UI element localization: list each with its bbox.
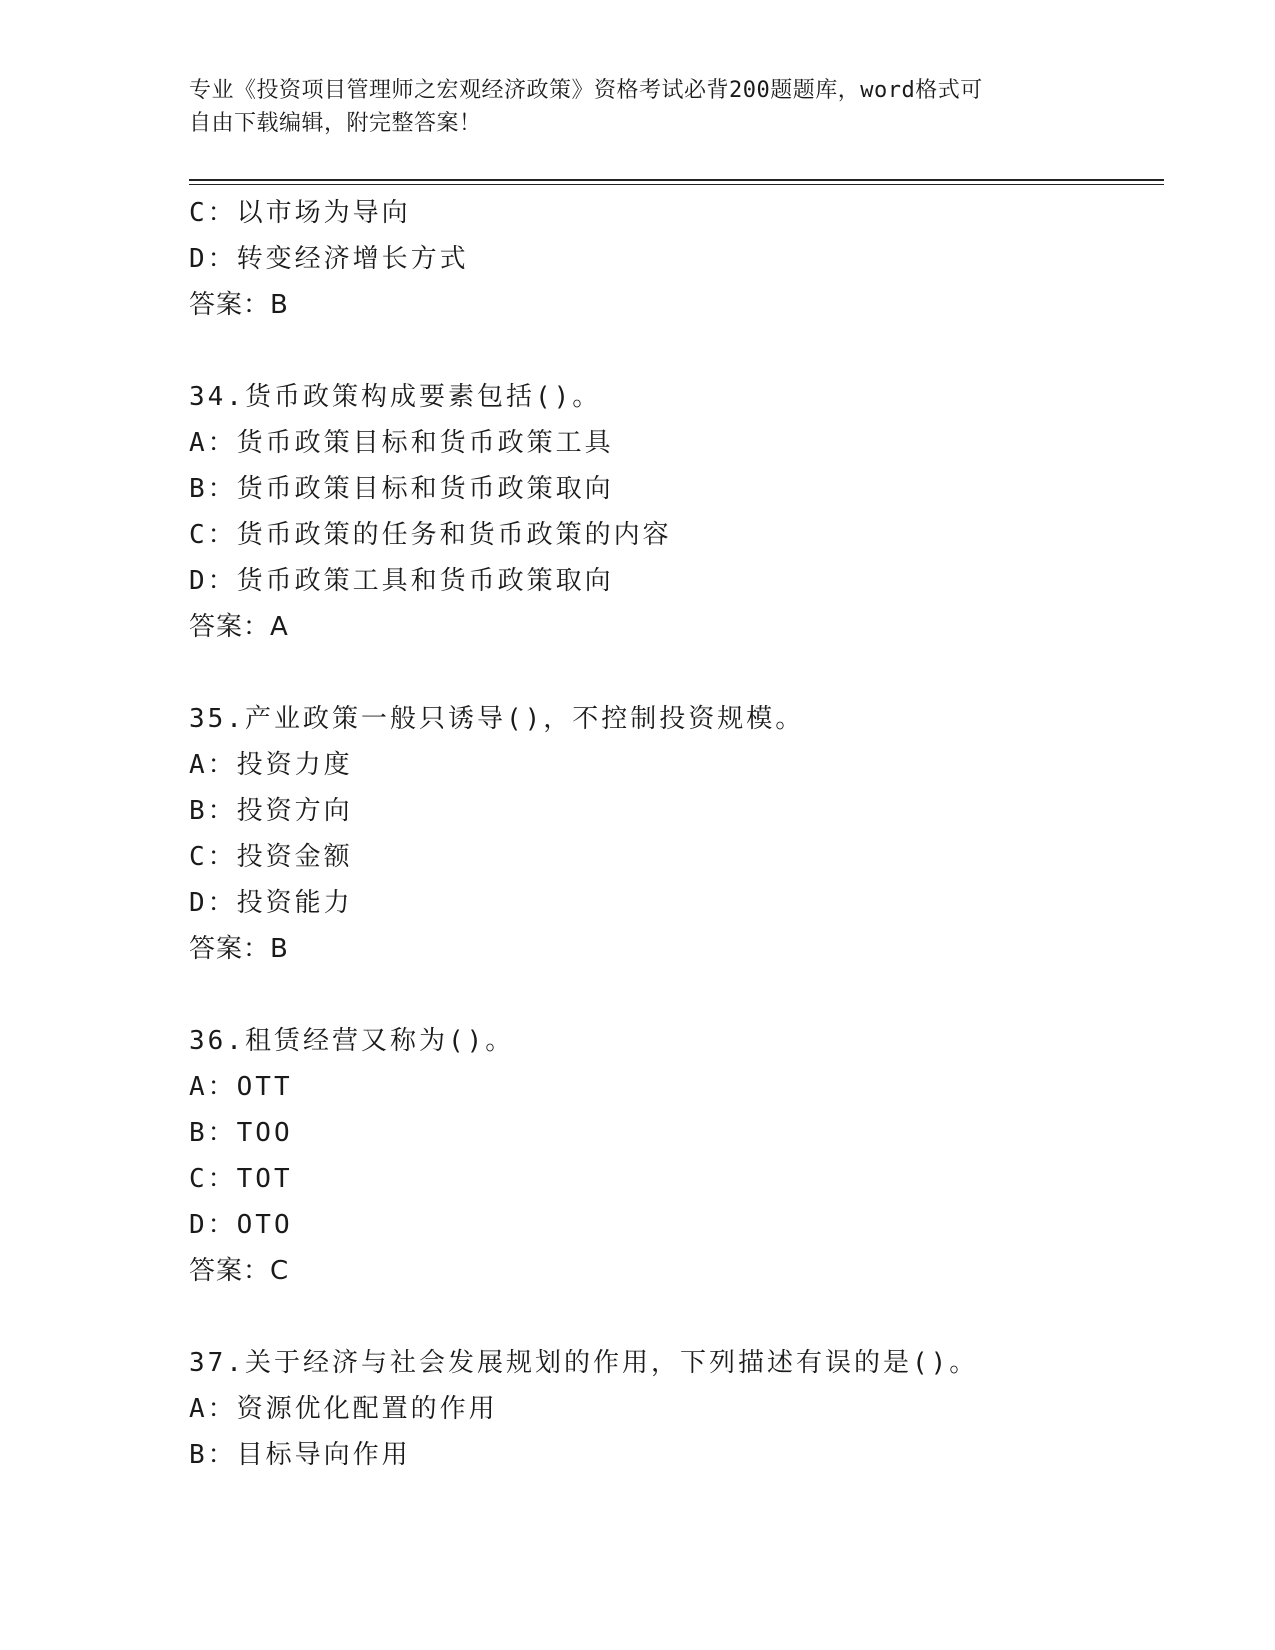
spacer [189, 650, 1164, 696]
question-34-stem: 34.货币政策构成要素包括()。 [189, 382, 602, 412]
spacer [189, 328, 1164, 374]
question-36-option-b: B：TOO [189, 1118, 293, 1148]
header-divider-thick [189, 179, 1164, 181]
question-36-answer: 答案：C [189, 1256, 290, 1286]
question-list [189, 190, 1164, 1478]
prev-question-answer: 答案：B [189, 290, 289, 320]
header-line-2: 自由下载编辑，附完整答案！ [189, 111, 482, 136]
question-37-option-b: B：目标导向作用 [189, 1440, 411, 1470]
prev-question-option-d: D：转变经济增长方式 [189, 244, 469, 274]
prev-question-option-c: C：以市场为导向 [189, 198, 411, 228]
question-35-answer: 答案：B [189, 934, 289, 964]
spacer [189, 972, 1164, 1018]
question-37-stem: 37.关于经济与社会发展规划的作用，下列描述有误的是()。 [189, 1348, 979, 1378]
question-34-option-b: B：货币政策目标和货币政策取向 [189, 474, 614, 504]
question-34-option-d: D：货币政策工具和货币政策取向 [189, 566, 614, 596]
question-34-option-c: C：货币政策的任务和货币政策的内容 [189, 520, 672, 550]
question-37-option-a: A：资源优化配置的作用 [189, 1394, 498, 1424]
question-34-answer: 答案：A [189, 612, 289, 642]
question-35-option-d: D：投资能力 [189, 888, 353, 918]
question-35-option-c: C：投资金额 [189, 842, 353, 872]
question-36-stem: 36.租赁经营又称为()。 [189, 1026, 515, 1056]
question-35-option-b: B：投资方向 [189, 796, 353, 826]
question-36-option-c: C：TOT [189, 1164, 293, 1194]
question-34-option-a: A：货币政策目标和货币政策工具 [189, 428, 614, 458]
question-36-option-d: D：OTO [189, 1210, 293, 1240]
question-35-stem: 35.产业政策一般只诱导()，不控制投资规模。 [189, 704, 805, 734]
question-36-option-a: A：OTT [189, 1072, 293, 1102]
question-35-option-a: A：投资力度 [189, 750, 353, 780]
spacer [189, 1294, 1164, 1340]
header-divider-thin [189, 184, 1164, 185]
document-header [189, 74, 1089, 140]
header-line-1: 专业《投资项目管理师之宏观经济政策》资格考试必背200题题库，word格式可 [189, 78, 983, 103]
